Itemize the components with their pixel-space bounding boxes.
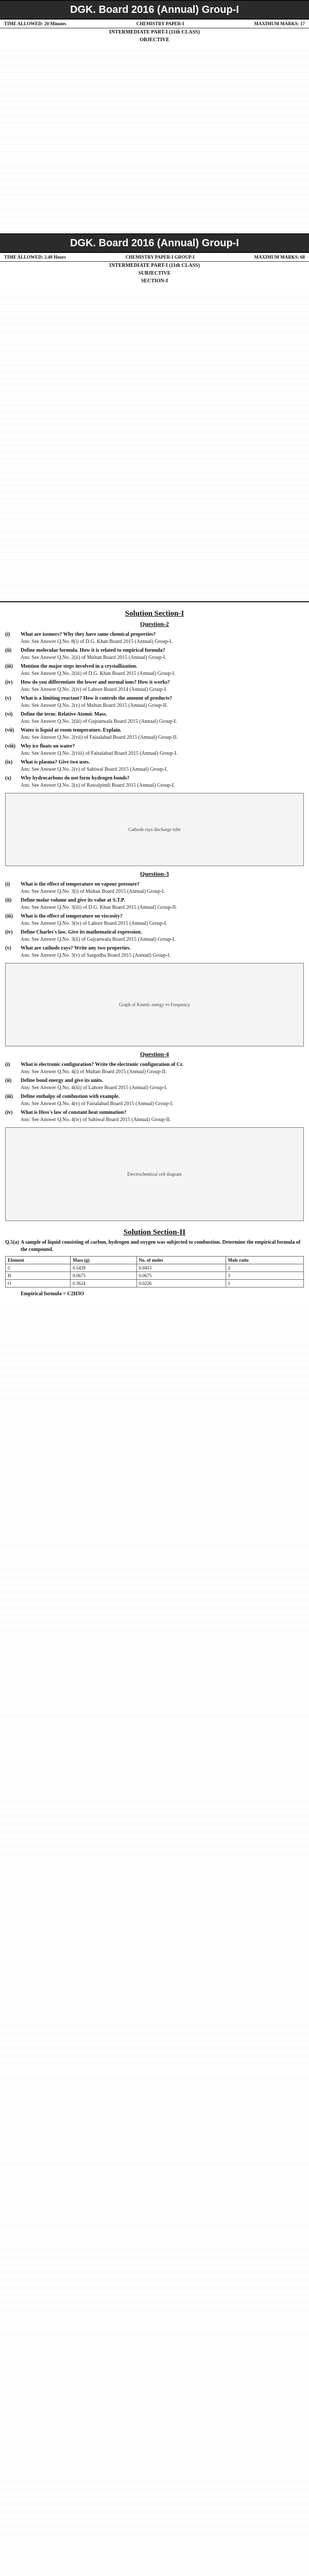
qa-row [0,1060,309,1076]
answer-text: Ans: See Answer Q.No. 2(vii) of Faisalabad Board 2015 (Annual) Group-II. [21,734,178,740]
figure-cathode-tube [5,793,304,866]
q5-table [5,1256,304,1287]
table-header-cell: Mole ratio [226,1257,303,1264]
qa-number: (ii) [5,897,12,903]
board-header-top: DGK. Board 2016 (Annual) Group-I [0,0,309,20]
table-cell: 0.0453 [136,1264,226,1272]
answer-text: Ans: See Answer Q.No. 4(iii) of Lahore Board 2015 (Annual) Group-I. [21,1084,168,1091]
table-cell: 0.3624 [71,1280,136,1287]
table-cell: 0.0675 [71,1272,136,1280]
question-text: Mention the major steps involved in a crystallization. [21,664,138,669]
answer-text: Ans: See Answer Q.No. 2(v) of Sahiwal Board 2015 (Annual) Group-I. [21,766,168,772]
qa-body [21,759,304,773]
question-text: Define the term: Relative Atomic Mass. [21,711,107,717]
q5-question: A sample of liquid consisting of carbon, hydrogen and oxygen was subjected to combustion. Determine the empirical formula of the compound. [21,1240,301,1252]
question-text: Why hydrocarbons do not form hydrogen bonds? [21,775,130,781]
figure-caption: Graph of Kinetic energy vs Frequency [118,1002,191,1007]
question-4-heading: Question-4 [140,1050,169,1058]
qa-row [0,928,309,944]
remaining-solutions-block [0,1299,309,2576]
qa-row [0,944,309,960]
answer-text: Ans: See Answer Q.No. 3(i) of Multan Board 2015 (Annual) Group-I. [21,888,165,894]
question-text: What are isomers? Why they have same chemical properties? [21,632,156,637]
qa-number: (ix) [5,759,13,765]
answer-text: Ans: See Answer Q.No. 3(iii) of D.G. Khan Board 2015 (Annual) Group-II. [21,904,177,910]
qa-number: (iv) [5,680,13,685]
question-text: Define molar volume and give its value at S.T.P. [21,897,125,903]
table-header-cell: No. of moles [136,1257,226,1264]
answer-text: Ans: See Answer Q.No. 4(i) of Multan Board 2015 (Annual) Group-II. [21,1069,167,1075]
qa-number: (iv) [5,1110,13,1115]
table-row [6,1272,304,1280]
question-text: What is the effect of temperature on vapour pressure? [21,882,140,887]
time-allowed: TIME ALLOWED: 20 Minutes [4,21,66,26]
answer-text: Ans: See Answer Q.No. 2(iv) of Lahore Board 2014 (Annual) Group-I. [21,686,167,692]
table-cell: 0.5439 [71,1264,136,1272]
answer-text: Ans: See Answer Q.No. 2(v) of Multan Board 2015 (Annual) Group-II. [21,702,168,708]
figure-cell [5,1127,304,1221]
qa-number: (i) [5,882,10,887]
qa-row [0,1092,309,1108]
qa-body [21,711,304,725]
qa-row [0,880,309,896]
solution-section-two-heading: Solution Section-II [123,1228,186,1236]
qa-body [21,631,304,645]
question-text: What is a limiting reactant? How it controls the amount of products? [21,696,173,701]
qa-row [0,630,309,646]
table-cell: 1 [226,1280,303,1287]
qa-row [0,662,309,678]
qa-row [0,646,309,662]
qa-body [21,929,304,943]
figure-caption: Cathode rays discharge tube [128,827,181,832]
subjective-time: TIME ALLOWED: 2.40 Hours [4,255,66,260]
answer-text: Ans: See Answer Q.No. 2(iii) of Gujranwala Board 2015 (Annual) Group-I. [21,718,177,724]
table-cell: 3 [226,1272,303,1280]
answer-text: Ans: See Answer Q.No. 2(viii) of Faisalabad Board 2015 (Annual) Group-I. [21,750,178,756]
solution-section-one-heading: Solution Section-I [125,609,184,618]
answer-text: Ans: See Answer Q.No. 3(v) of Sargodha Board 2015 (Annual) Group-I. [21,952,171,958]
question-text: What is the effect of temperature on viscosity? [21,913,123,919]
table-body [6,1264,304,1287]
table-header-cell: Mass (g) [71,1257,136,1264]
answer-text: Ans: See Answer Q.No. 2(x) of Rawalpindi Board 2015 (Annual) Group-I. [21,782,175,788]
paper-subject: CHEMISTRY PAPER-I [136,21,184,26]
qa-number: (ii) [5,648,12,653]
qa-body [21,1109,304,1123]
qa-number: (iii) [5,913,13,919]
answer-text: Ans: See Answer Q.No. 3(ii) of Gujranwala Board 2015 (Annual) Group-I. [21,936,176,942]
answer-text: Ans: See Answer Q.No. 4(v) of Faisalabad Board 2015 (Annual) Group-I. [21,1100,174,1107]
question-text: What is plasma? Give two uses. [21,759,90,765]
table-cell: C [6,1264,71,1272]
answer-text: Ans: See Answer Q.No. 2(ii) of Multan Board 2015 (Annual) Group-I. [21,654,167,660]
qa-number: (i) [5,632,10,637]
subjective-questions-block [0,285,309,598]
qa-number: (vi) [5,711,13,717]
qa-number: (v) [5,945,11,951]
q5-block [0,1238,309,1254]
qa-number: (vii) [5,727,14,733]
question-3-list [0,880,309,960]
qa-number: (iii) [5,664,13,669]
figure-graph [5,963,304,1046]
qa-row [0,710,309,726]
subjective-meta [0,253,309,262]
question-text: Define molecular formula. How it is related to empirical formula? [21,648,165,653]
table-row [6,1264,304,1272]
divider [0,601,309,602]
qa-row [0,742,309,758]
subjective-label: SUBJECTIVE [138,270,171,276]
qa-body [21,1093,304,1107]
qa-row [0,1108,309,1124]
question-text: Define enthalpy of combustion with example. [21,1094,120,1099]
table-cell: 0.0226 [136,1280,226,1287]
qa-body [21,647,304,661]
question-text: How do you differentiate the lower and normal ions? How it works? [21,680,170,685]
question-text: What are cathode rays? Write any two properties. [21,945,131,951]
figure-caption: Electrochemical cell diagram [127,1172,182,1177]
answer-text: Ans: See Answer Q.No. 3(iv) of Lahore Board 2015 (Annual) Group-I. [21,920,167,926]
question-text: Define bond energy and give its units. [21,1078,104,1083]
qa-number: (viii) [5,743,15,749]
paper-title: INTERMEDIATE PART-I (11th CLASS) [109,29,200,35]
table-cell: 0.0675 [136,1272,226,1280]
answer-text: Ans: See Answer Q.No. 2(iii) of D.G. Khan Board 2015 (Annual) Group-I. [21,670,176,676]
paper-meta [0,20,309,28]
question-text: Define Charles's law. Give its mathematical expression. [21,929,142,935]
objective-label: OBJECTIVE [140,37,169,43]
qa-row [0,1076,309,1092]
subjective-subject: CHEMISTRY PAPER-I GROUP-I [125,255,195,260]
question-3-heading: Question-3 [140,870,169,877]
qa-body [21,743,304,757]
qa-body [21,881,304,895]
qa-body [21,695,304,709]
question-2-list [0,630,309,790]
qa-row [0,774,309,790]
question-2-heading: Question-2 [140,620,169,628]
qa-number: (v) [5,696,11,701]
qa-body [21,1077,304,1091]
qa-body [21,945,304,959]
qa-body [21,663,304,677]
answer-text: Ans: See Answer Q.No. 8(i) of D.G. Khan Board 2015 (Annual) Group-I. [21,638,173,645]
question-4-list [0,1060,309,1124]
question-text: Why ice floats on water? [21,743,75,749]
question-text: What is electronic configuration? Write the electronic configuration of Cr. [21,1062,184,1067]
max-marks: MAXIMUM MARKS: 17 [254,21,305,26]
question-text: What is Hess's law of constant heat summation? [21,1110,127,1115]
answer-text: Ans: See Answer Q.No. 4(iv) of Sahiwal Board 2015 (Annual) Group-II. [21,1116,171,1123]
qa-body [21,775,304,789]
q5-label: Q.5(a) [5,1240,19,1245]
qa-row [0,758,309,774]
qa-body [21,727,304,741]
qa-row [0,694,309,710]
q5-result: Empirical formula = C2H3O [21,1291,84,1297]
table-cell: 2 [226,1264,303,1272]
qa-row [0,896,309,912]
qa-number: (iv) [5,929,13,935]
table-cell: O [6,1280,71,1287]
qa-body [21,897,304,911]
subjective-marks: MAXIMUM MARKS: 68 [254,255,305,260]
qa-number: (iii) [5,1094,13,1099]
mcq-block [0,44,309,233]
q5-result-row [0,1290,309,1299]
qa-number: (x) [5,775,11,781]
qa-body [21,1061,304,1075]
q5-body [21,1239,304,1253]
qa-number: (i) [5,1062,10,1067]
section-one-label: SECTION-I [141,278,168,284]
subjective-title: INTERMEDIATE PART-I (11th CLASS) [109,263,200,268]
table-cell: H [6,1272,71,1280]
qa-body [21,679,304,693]
qa-row [0,912,309,928]
board-header-second: DGK. Board 2016 (Annual) Group-I [0,233,309,253]
qa-row [0,678,309,694]
table-row [6,1280,304,1287]
question-text: Water is liquid at room temperature. Explain. [21,727,122,733]
qa-number: (ii) [5,1078,12,1083]
qa-body [21,913,304,927]
table-header-cell: Element [6,1257,71,1264]
qa-row [0,726,309,742]
table-header-row [6,1257,304,1264]
